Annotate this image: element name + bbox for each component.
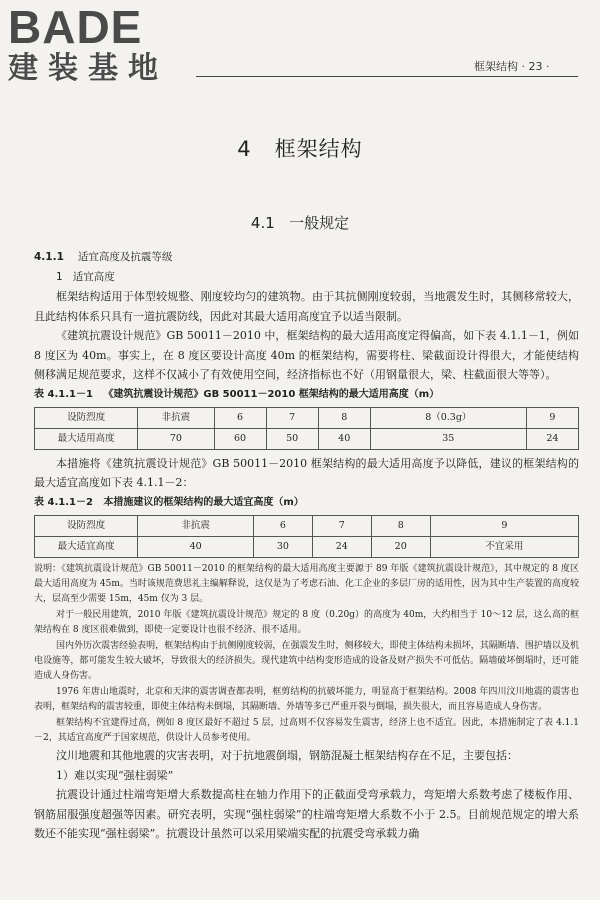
section-title: 4.1 一般规定 [250, 214, 350, 232]
table-caption: 表 4.1.1－1 《建筑抗震设计规范》GB 50011－2010 框架结构的最大适用高度（m） [34, 388, 440, 400]
paragraph: 《建筑抗震设计规范》GB 50011－2010 中，框架结构的最大适用高度定得偏高，如下表 4.1.1－1，例如 8 度区为 40m。事实上，在 8 度区要设计高度 40m 的框架结构，需要将柱、梁截面设计得很大，才能使结构侧移满足规范要求，这样不仅减小了有效使用空间，经济指标也不好（用钢量很大，梁、柱截面很大等等）。 [34, 329, 579, 381]
table-cell: 20 [371, 536, 430, 557]
table-cell: 60 [214, 428, 266, 449]
logo-brand: BADE [8, 1, 143, 53]
note-paragraph: 1976 年唐山地震时，北京和天津的震害调查都表明，框剪结构的抗破坏能力，明显高于框架结构。2008 年四川汶川地震的震害也表明，框架结构的震害较重，即使主体结构未倒塌，其隔断墙、外墙等多已严重开裂与倒塌，损失很大，而且容易造成人身伤害。 [34, 686, 579, 713]
table-cell: 8 [318, 407, 370, 428]
table-caption: 表 4.1.1－2 本措施建议的框架结构的最大适宜高度（m） [34, 496, 304, 508]
table-cell: 7 [266, 407, 318, 428]
body-text [34, 248, 579, 844]
table-cell: 最大适宜高度 [35, 536, 138, 557]
note-paragraph: 国内外历次震害经验表明，框架结构由于抗侧刚度较弱，在强震发生时，侧移较大，即使主体结构未损坏，其隔断墙、围护墙以及机电设施等，都可能发生较大破坏，导致很大的经济损失。现代建筑中结构变形造成的设备及财产损失不可低估。隔墙破坏倒塌时，还可能造成人身伤害。 [34, 640, 579, 682]
table-cell: 35 [370, 428, 526, 449]
table-cell: 8（0.3g） [370, 407, 526, 428]
running-head: 框架结构 · 23 · [474, 60, 550, 73]
table-cell: 9 [526, 407, 578, 428]
note-paragraph: 说明：《建筑抗震设计规范》GB 50011－2010 的框架结构的最大适用高度主要源于 89 年版《建筑抗震设计规范》，其中规定的 8 度区最大适用高度为 45m。当时该规范费思礼主编解释说，这仅是为了考虑石油、化工企业的多层厂房的适用性，因为其中生产装置的高度较大，层高至少需要 15m，45m 仅为 3 层。 [34, 563, 579, 605]
table-row [35, 428, 579, 449]
paragraph: 抗震设计通过柱端弯矩增大系数提高柱在轴力作用下的正截面受弯承载力，弯矩增大系数考虑了楼板作用、钢筋屈服强度超强等因素。研究表明，实现“强柱弱梁”的柱端弯矩增大系数不小于 2.5。目前规范规定的增大系数还不能实现“强柱弱梁”。抗震设计虽然可以采用梁端实配的抗震受弯承载力确 [34, 788, 579, 841]
table-cell: 8 [371, 515, 430, 536]
publisher-logo [8, 1, 178, 86]
chapter-title: 4 框架结构 [237, 137, 363, 161]
table-cell: 最大适用高度 [35, 428, 138, 449]
table-cell: 40 [318, 428, 370, 449]
table-cell: 设防烈度 [35, 407, 138, 428]
table-cell: 非抗震 [138, 515, 254, 536]
table-cell: 9 [430, 515, 578, 536]
table-cell: 24 [312, 536, 371, 557]
table-row [35, 515, 579, 536]
table-row [35, 407, 579, 428]
note-paragraph: 框架结构不宜建得过高，例如 8 度区最好不超过 5 层，过高则不仅容易发生震害，经济上也不适宜。因此，本措施制定了表 4.1.1－2，其适宜高度严于国家规范，供设计人员参考使用。 [34, 717, 579, 743]
table-cell: 不宜采用 [430, 536, 578, 557]
item-heading: 1 适宜高度 [56, 270, 115, 283]
height-table-recommended [34, 515, 579, 558]
clause-number: 4.1.1 [34, 251, 64, 263]
height-table-code [34, 407, 579, 450]
explanatory-notes [34, 562, 579, 747]
table-cell: 设防烈度 [35, 515, 138, 536]
logo-subtitle: 建装基地 [8, 51, 168, 86]
header-rule [196, 76, 578, 77]
paragraph: 框架结构适用于体型较规整、刚度较均匀的建筑物。由于其抗侧刚度较弱，当地震发生时，其侧移常较大，且此结构体系只具有一道抗震防线，因此对其最大适用高度宜予以适当限制。 [34, 290, 579, 323]
item-subheading: 1）难以实现“强柱弱梁” [56, 768, 174, 782]
table-cell: 40 [138, 536, 254, 557]
table-row [35, 536, 579, 557]
table-cell: 30 [253, 536, 312, 557]
table-cell: 6 [214, 407, 266, 428]
paragraph: 汶川地震和其他地震的灾害表明，对于抗地震倒塌，钢筋混凝土框架结构存在不足，主要包括： [56, 749, 518, 763]
table-cell: 50 [266, 428, 318, 449]
paragraph: 本措施将《建筑抗震设计规范》GB 50011－2010 框架结构的最大适用高度予以降低，建议的框架结构的最大适宜高度如下表 4.1.1－2： [34, 456, 579, 489]
table-cell: 24 [526, 428, 578, 449]
table-cell: 70 [138, 428, 214, 449]
table-cell: 非抗震 [138, 407, 214, 428]
note-paragraph: 对于一般民用建筑，2010 年版《建筑抗震设计规范》规定的 8 度（0.20g）的高度为 40m，大约相当于 10～12 层，这么高的框架结构在 8 度区很难做到，即使一定要设计也很不经济、很不适用。 [34, 609, 579, 636]
table-cell: 6 [253, 515, 312, 536]
clause-heading [34, 248, 579, 268]
table-cell: 7 [312, 515, 371, 536]
clause-title: 适宜高度及抗震等级 [77, 251, 173, 263]
